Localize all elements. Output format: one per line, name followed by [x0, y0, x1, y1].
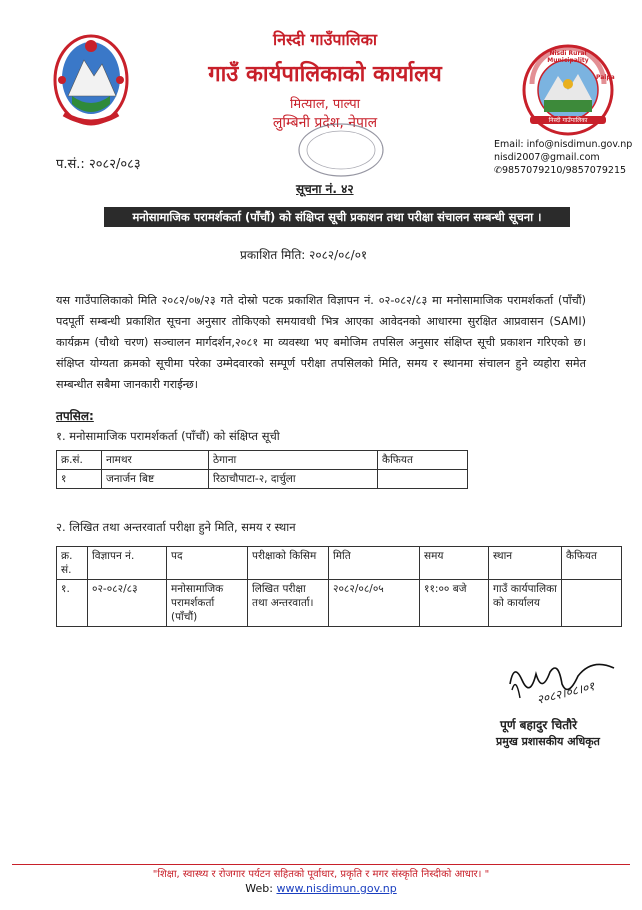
footer-motto: "शिक्षा, स्वास्थ्य र रोजगार पर्यटन सहितको पूर्वाधार, प्रकृति र मगर संस्कृति निस्दीको आधार। " — [152, 869, 490, 880]
notice-number: सूचना नं. ४२ — [296, 182, 354, 196]
col-header: क्र.सं. — [57, 451, 102, 470]
office-title: गाउँ कार्यपालिकाको कार्यालय — [208, 62, 442, 87]
table-cell: गाउँ कार्यपालिका को कार्यालय — [489, 580, 562, 627]
office-location: मित्याल, पाल्पा — [290, 97, 360, 112]
exam-schedule-table — [56, 546, 622, 627]
table-cell: रिठाचौपाटा-२, दार्चुला — [209, 470, 378, 489]
province-country: लुम्बिनी प्रदेश, नेपाल — [272, 115, 378, 131]
col-header: क्र. सं. — [57, 547, 88, 580]
col-header: नामथर — [102, 451, 209, 470]
col-header: परीक्षाको किसिम — [248, 547, 329, 580]
logo-caption: निस्दी गाउँपालिका — [530, 116, 606, 124]
signed-date: २०८२।०८।०१ — [535, 679, 596, 707]
table-cell — [562, 580, 622, 627]
nepal-emblem-icon — [52, 30, 130, 128]
notice-body: यस गाउँपालिकाको मिति २०८२/०७/२३ गते दोस्रो पटक प्रकाशित विज्ञापन नं. ०२-०८२/८३ मा मनोसामाजिक परामर्शकर्ता (पाँचौं) पदपूर्ती सम्बन्धी प्रकाशित सूचना अनुसार तोकिएको समयावधी भित्र आएका आवेदनको आधारमा सुरक्षित आप्रवासन (SAMI) कार्यक्रम (चौथो चरण) सञ्चालन मार्गदर्शन,२०८१ मा व्यवस्था भए बमोजिम तपसिल अनुसार संक्षिप्त सूची प्रकाशन गरिएको छ। संक्षिप्त योग्यता क्रमको सूचीमा परेका उम्मेदवारको सम्पूर्ण परीक्षा तपसिलको मिति, समय र स्थानमा संचालन हुने व्यहोरा समेत सम्बन्धीत सबैमा जानकारी गराईन्छ। — [56, 294, 586, 391]
col-header: विज्ञापन नं. — [88, 547, 167, 580]
website-link[interactable]: www.nisdimun.gov.np — [276, 882, 397, 895]
col-header: ठेगाना — [209, 451, 378, 470]
contact-block — [494, 138, 632, 177]
table-cell: २०८२/०८/०५ — [329, 580, 420, 627]
col-header: स्थान — [489, 547, 562, 580]
col-header: मिति — [329, 547, 420, 580]
col-header: पद — [167, 547, 248, 580]
section1-title: १. मनोसामाजिक परामर्शकर्ता (पाँचौं) को संक्षिप्त सूची — [56, 429, 280, 443]
table-cell: लिखित परीक्षा तथा अन्तरवार्ता। — [248, 580, 329, 627]
logo-text-top: Nisdi Rural Municipality — [547, 50, 589, 64]
web-label: Web: — [245, 882, 273, 895]
col-header: कैफियत — [378, 451, 468, 470]
table-cell — [378, 470, 468, 489]
signatory-title: प्रमुख प्रशासकीय अधिकृत — [496, 735, 600, 748]
table-header-row — [57, 547, 622, 580]
footer-web — [40, 882, 602, 895]
table-row — [57, 580, 622, 627]
phone-icon: ✆ — [494, 165, 502, 176]
municipality-name: निस्दी गाउँपालिका — [272, 30, 378, 49]
section2-title: २. लिखित तथा अन्तरवार्ता परीक्षा हुने मिति, समय र स्थान — [56, 520, 296, 534]
col-header: समय — [420, 547, 489, 580]
email-secondary[interactable]: nisdi2007@gmail.com — [494, 152, 600, 163]
tapsil-heading: तपसिल: — [56, 409, 94, 423]
table-header-row — [57, 451, 468, 470]
notice-subject-banner: मनोसामाजिक परामर्शकर्ता (पाँचौं) को संक्षिप्त सूची प्रकाशन तथा परीक्षा संचालन सम्बन्धी सूचना । — [104, 207, 570, 227]
table-cell: मनोसामाजिक परामर्शकर्ता (पाँचौं) — [167, 580, 248, 627]
shortlist-table — [56, 450, 468, 489]
table-row — [57, 470, 468, 489]
email-primary[interactable]: Email: info@nisdimun.gov.np — [494, 139, 633, 150]
col-header: कैफियत — [562, 547, 622, 580]
table-cell: १ — [57, 470, 102, 489]
table-cell: १. — [57, 580, 88, 627]
phone-number: 9857079210/9857079215 — [501, 165, 627, 176]
published-date: प्रकाशित मिति: २०८२/०८/०१ — [240, 248, 368, 262]
municipality-logo — [522, 44, 614, 136]
office-stamp-icon — [296, 120, 386, 180]
table-cell: जनार्जन बिष्ट — [102, 470, 209, 489]
table-cell: ०२-०८२/८३ — [88, 580, 167, 627]
table-cell: ११:०० बजे — [420, 580, 489, 627]
reference-number: प.सं.: २०८२/०८३ — [56, 157, 141, 172]
signatory-name: पूर्ण बहादुर चितौरे — [500, 718, 578, 732]
footer-divider — [12, 864, 630, 865]
logo-text-bottom: Palpa — [596, 74, 615, 81]
phone-row — [494, 164, 632, 177]
